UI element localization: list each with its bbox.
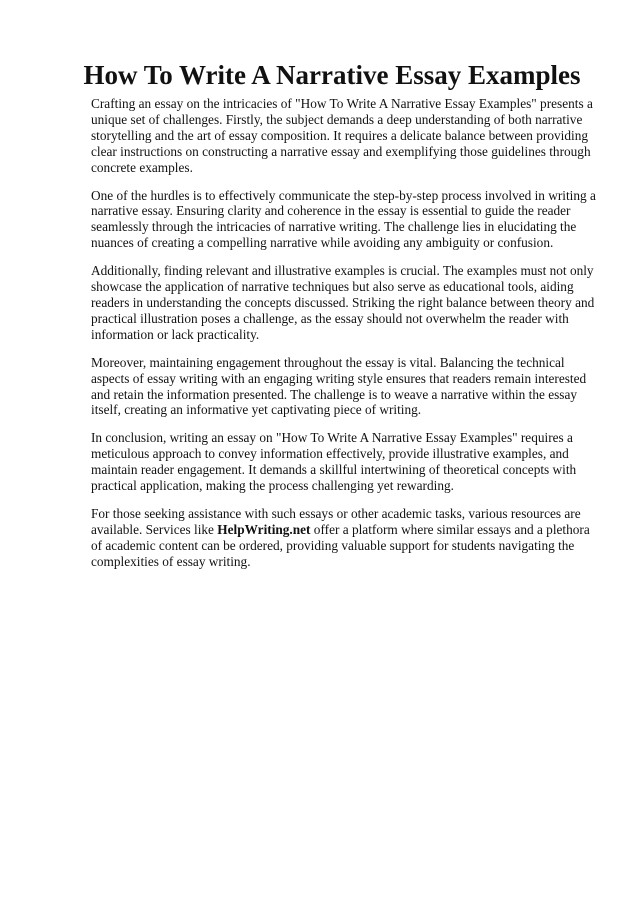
paragraph-3: Additionally, finding relevant and illustrative examples is crucial. The examples must not only showcase the application of narrative techniques but also serve as educational tools, aiding readers in understanding the concepts discussed. Striking the right balance between theory and practical illustration poses a challenge, as the essay should not overwhelm the reader with information or lack practicality.: [91, 263, 595, 342]
paragraph-6-text-before: For those seeking assistance with such essays or other academic tasks, various resources are available. Services like: [91, 505, 581, 537]
paragraph-6: [91, 506, 601, 570]
document-body: [91, 96, 601, 582]
helpwriting-link[interactable]: HelpWriting.net: [217, 521, 311, 537]
document-title: How To Write A Narrative Essay Examples: [83, 60, 581, 90]
paragraph-6-text-after: offer a platform where similar essays and a plethora of academic content can be ordered, providing valuable support for students navigating the complexities of essay writing.: [91, 521, 590, 569]
paragraph-1: Crafting an essay on the intricacies of "How To Write A Narrative Essay Examples" presents a unique set of challenges. Firstly, the subject demands a deep understanding of both narrative storytelling and the art of essay composition. It requires a delicate balance between providing clear instructions on constructing a narrative essay and exemplifying those guidelines through concrete examples.: [91, 96, 593, 175]
paragraph-5: In conclusion, writing an essay on "How To Write A Narrative Essay Examples" requires a meticulous approach to convey information effectively, provide illustrative examples, and maintain reader engagement. It demands a skillful intertwining of theoretical concepts with practical application, making the process challenging yet rewarding.: [91, 430, 577, 494]
paragraph-4: Moreover, maintaining engagement throughout the essay is vital. Balancing the technical aspects of essay writing with an engaging writing style ensures that readers remain interested and retain the information presented. The challenge is to weave a narrative within the essay itself, creating an informative yet captivating piece of writing.: [91, 354, 587, 418]
paragraph-2: One of the hurdles is to effectively communicate the step-by-step process involved in writing a narrative essay. Ensuring clarity and coherence in the essay is essential to guide the reader seamlessly through the intricacies of narrative writing. The challenge lies in elucidating the nuances of creating a compelling narrative while avoiding any ambiguity or confusion.: [91, 187, 596, 251]
